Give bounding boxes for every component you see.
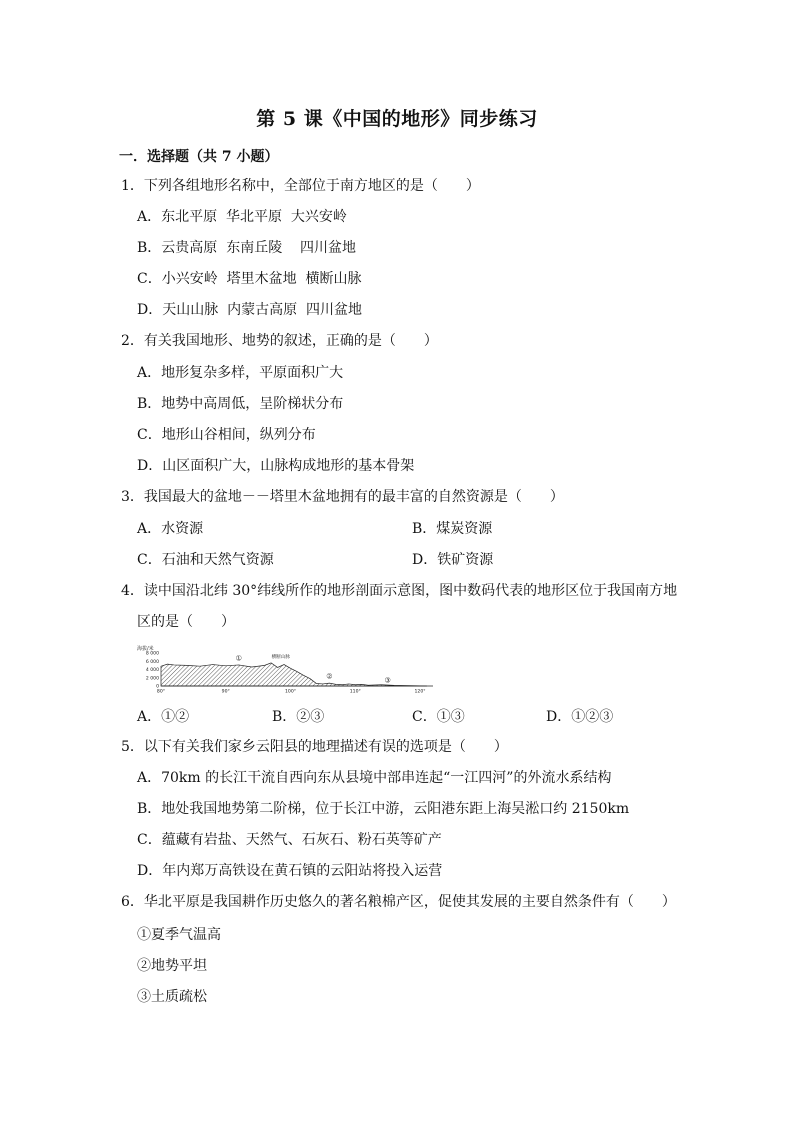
chart-annotation: 横断山脉 (271, 654, 291, 660)
chart-annotation: ① (235, 654, 242, 663)
chart-x-tick-label: 100° (284, 689, 297, 695)
question-3-option-a: A．水资源 (137, 521, 204, 537)
question-6-item-2: ②地势平坦 (137, 958, 207, 974)
question-5-stem: 5．以下有关我们家乡云阳县的地理描述有误的选项是（ ） (121, 739, 508, 755)
chart-y-tick-label: 2 000 (145, 676, 159, 682)
chart-y-tick-label: 4 000 (145, 668, 159, 674)
question-5-option-c: C．蕴藏有岩盐、天然气、石灰石、粉石英等矿产 (137, 832, 442, 848)
question-5-option-b: B．地处我国地势第二阶梯，位于长江中游，云阳港东距上海吴淞口约 2150km (137, 801, 630, 817)
question-6-item-1: ①夏季气温高 (137, 927, 221, 943)
question-1-option-a: A．东北平原 华北平原 大兴安岭 (137, 209, 347, 225)
chart-ylabel: 海拔/米 (137, 646, 154, 652)
chart-x-tick-label: 80° (156, 689, 166, 695)
question-4-option-d: D．①②③ (546, 709, 614, 725)
page-title: 第 5 课《中国的地形》同步练习 (256, 108, 538, 130)
chart-y-tick-label: 0 (156, 684, 159, 690)
terrain-profile-chart (137, 645, 437, 695)
question-2-option-d: D．山区面积广大，山脉构成地形的基本骨架 (137, 458, 415, 474)
question-3-option-d: D．铁矿资源 (412, 552, 494, 568)
question-1-option-b: B．云贵高原 东南丘陵 四川盆地 (137, 240, 356, 256)
chart-x-tick-label: 90° (221, 689, 230, 695)
section-heading: 一．选择题（共 7 小题） (119, 149, 279, 165)
chart-y-tick-label: 8 000 (145, 651, 159, 657)
chart-annotation: ③ (384, 676, 391, 685)
chart-x-tick-label: 110° (349, 689, 361, 695)
chart-y-tick-label: 6 000 (145, 659, 159, 665)
question-5-option-a: A．70km 的长江干流自西向东从县境中部串连起“一江四河”的外流水系结构 (137, 770, 612, 786)
question-2-option-b: B．地势中高周低，呈阶梯状分布 (137, 396, 344, 412)
question-3-option-b: B．煤炭资源 (412, 521, 493, 537)
question-4-stem-line2: 区的是（ ） (137, 614, 235, 630)
question-4-option-a: A．①② (137, 709, 190, 725)
question-2-option-a: A．地形复杂多样，平原面积广大 (137, 365, 344, 381)
chart-x-tick-label: 120° (414, 689, 426, 695)
question-5-option-d: D．年内郑万高铁设在黄石镇的云阳站将投入运营 (137, 863, 443, 879)
question-1-option-d: D．天山山脉 内蒙古高原 四川盆地 (137, 302, 363, 318)
question-4-option-b: B．②③ (272, 709, 325, 725)
question-6-item-3: ③土质疏松 (137, 989, 207, 1005)
question-1-option-c: C．小兴安岭 塔里木盆地 横断山脉 (137, 271, 362, 287)
question-1-stem: 1．下列各组地形名称中，全部位于南方地区的是（ ） (121, 178, 480, 194)
question-6-stem: 6．华北平原是我国耕作历史悠久的著名粮棉产区，促使其发展的主要自然条件有（ ） (121, 894, 676, 910)
question-4-option-c: C．①③ (412, 709, 465, 725)
question-2-option-c: C．地形山谷相间，纵列分布 (137, 427, 316, 443)
question-4-stem-line1: 4．读中国沿北纬 30°纬线所作的地形剖面示意图，图中数码代表的地形区位于我国南方地 (121, 583, 678, 599)
chart-annotation: ② (326, 672, 333, 681)
question-3-option-c: C．石油和天然气资源 (137, 552, 274, 568)
question-2-stem: 2．有关我国地形、地势的叙述，正确的是（ ） (121, 333, 438, 349)
question-3-stem: 3．我国最大的盆地－－塔里木盆地拥有的最丰富的自然资源是（ ） (121, 489, 564, 505)
